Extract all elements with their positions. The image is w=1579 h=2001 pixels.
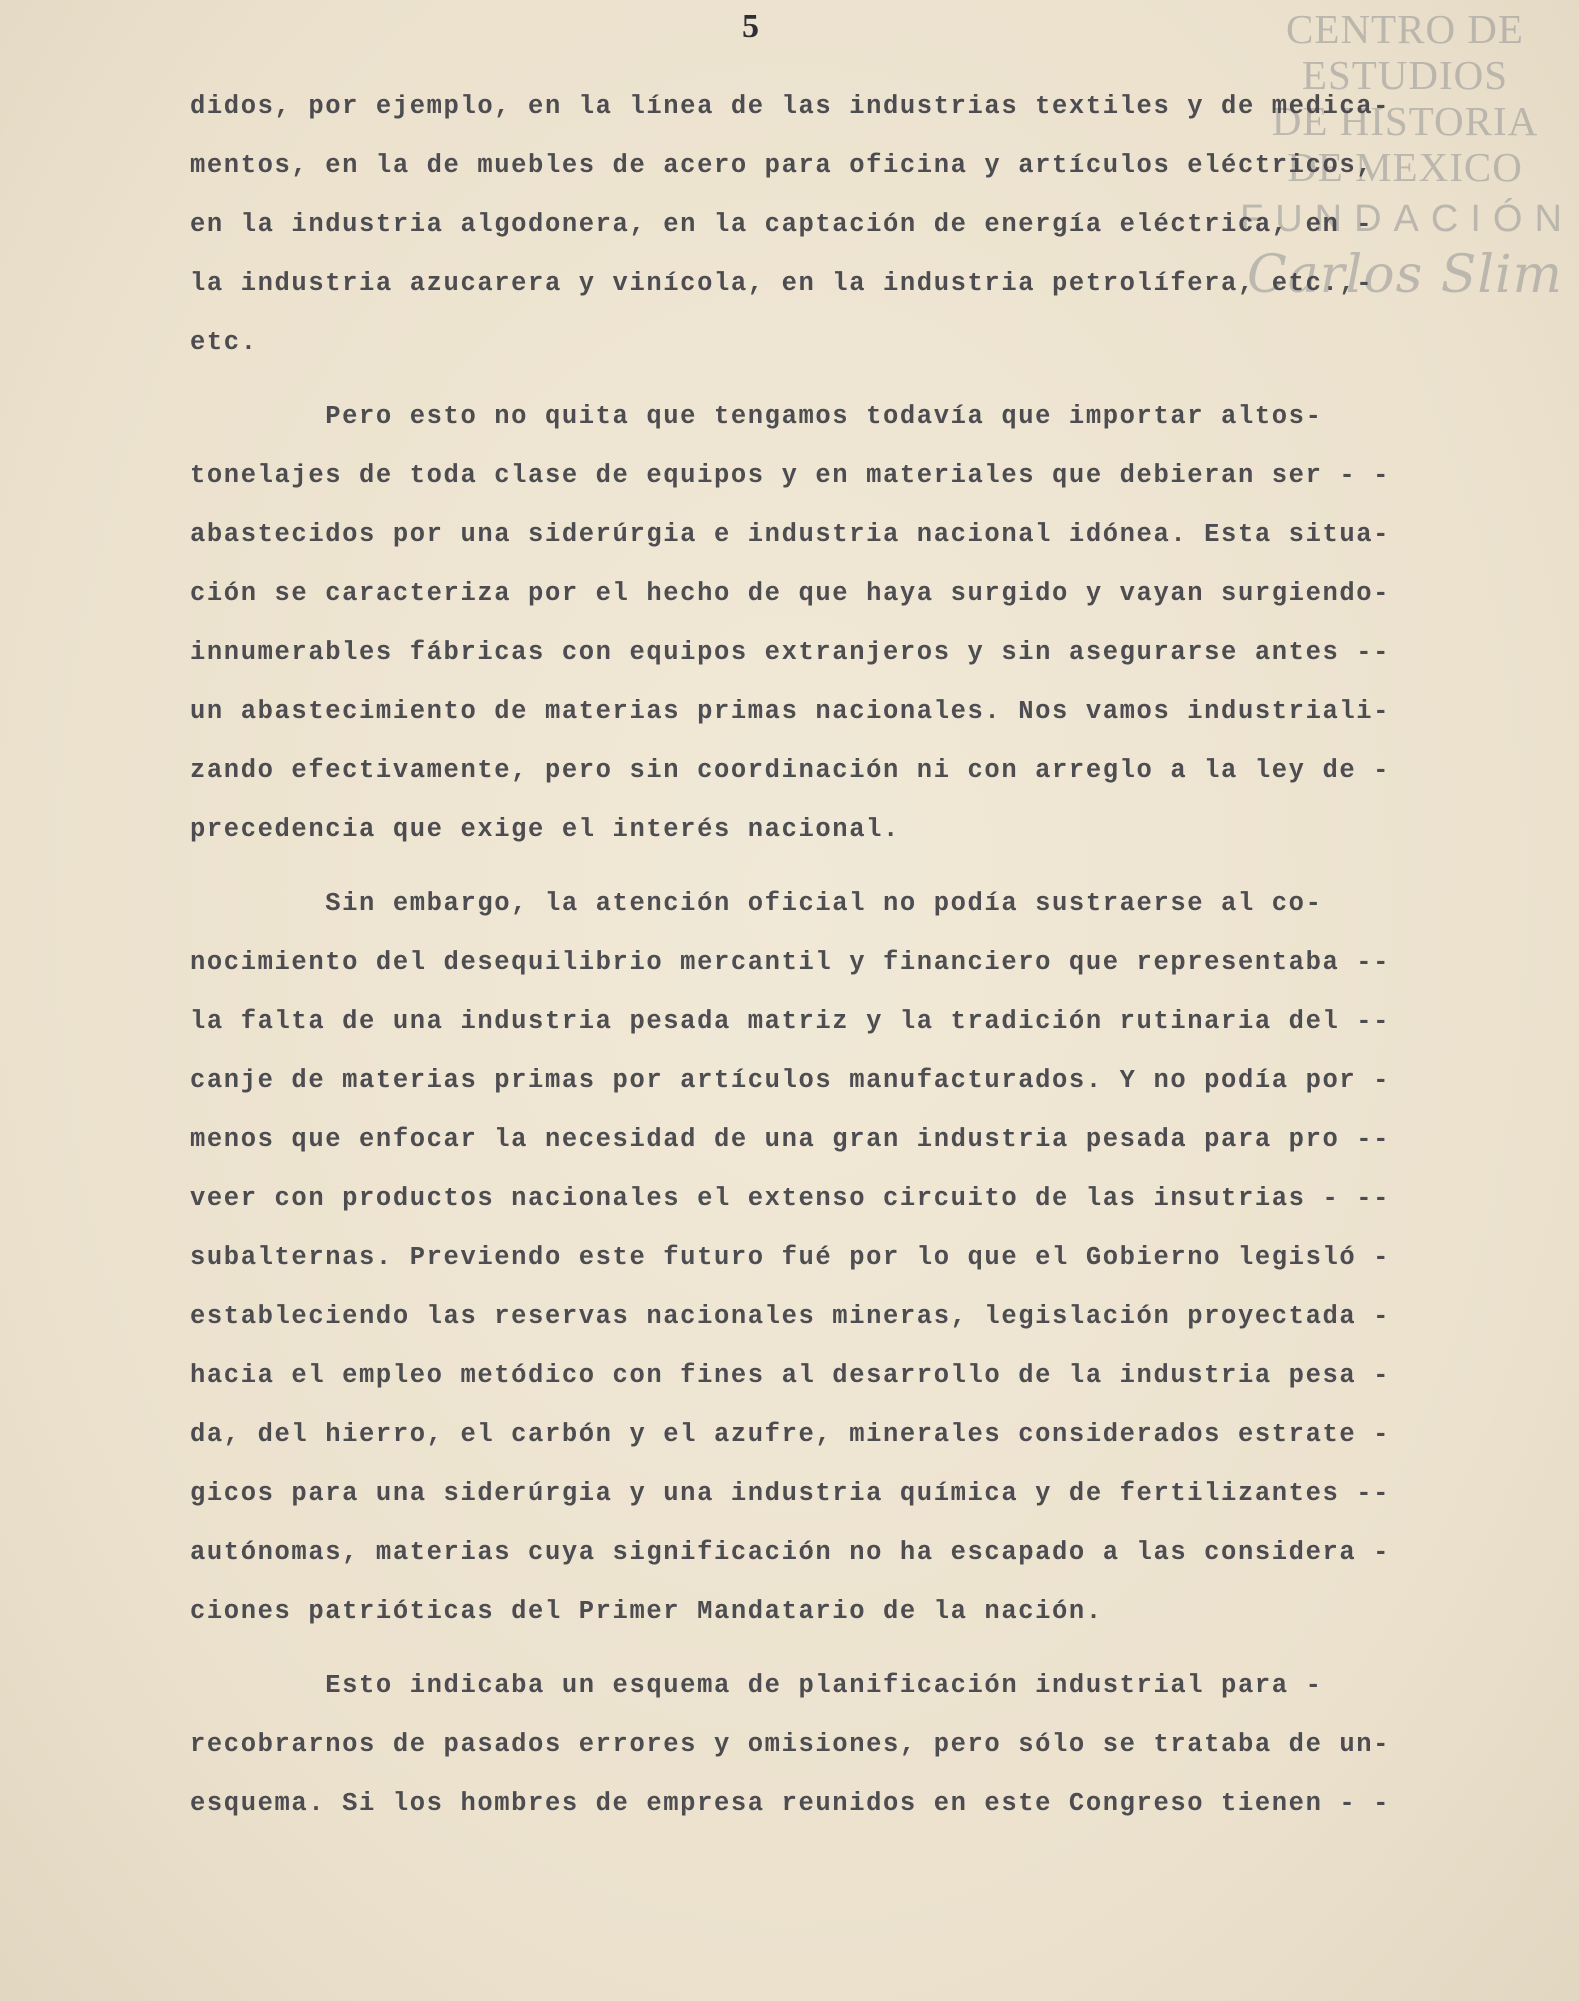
- text-line: la industria azucarera y vinícola, en la industria petrolífera, etc.,-: [190, 269, 1374, 298]
- text-line: un abastecimiento de materias primas nacionales. Nos vamos industriali-: [190, 697, 1391, 726]
- watermark-line: DE MEXICO: [1287, 144, 1523, 190]
- text-line: mentos, en la de muebles de acero para oficina y artículos eléctricos,: [190, 151, 1374, 180]
- watermark-line: ESTUDIOS: [1301, 52, 1509, 98]
- watermark-line: CENTRO DE: [1286, 6, 1524, 52]
- watermark-fundacion: FUNDACIÓN: [1240, 198, 1574, 240]
- text-line: esquema. Si los hombres de empresa reunidos en este Congreso tienen - -: [190, 1789, 1391, 1818]
- text-line: estableciendo las reservas nacionales mineras, legislación proyectada -: [190, 1302, 1391, 1331]
- text-line: precedencia que exige el interés nacional.: [190, 815, 900, 844]
- text-line: menos que enfocar la necesidad de una gran industria pesada para pro --: [190, 1125, 1391, 1154]
- text-line: Esto indicaba un esquema de planificación industrial para -: [190, 1671, 1323, 1700]
- text-line: abastecidos por una siderúrgia e industria nacional idónea. Esta situa-: [190, 520, 1391, 549]
- watermark-line: DE HISTORIA: [1271, 98, 1539, 144]
- text-line: veer con productos nacionales el extenso circuito de las insutrias - --: [190, 1184, 1391, 1213]
- text-line: hacia el empleo metódico con fines al desarrollo de la industria pesa -: [190, 1361, 1391, 1390]
- text-line: etc.: [190, 328, 258, 357]
- text-line: zando efectivamente, pero sin coordinación ni con arreglo a la ley de -: [190, 756, 1391, 785]
- text-line: ción se caracteriza por el hecho de que haya surgido y vayan surgiendo-: [190, 579, 1391, 608]
- text-line: da, del hierro, el carbón y el azufre, minerales considerados estrate -: [190, 1420, 1391, 1449]
- text-line: Sin embargo, la atención oficial no podía sustraerse al co-: [190, 889, 1323, 918]
- text-line: tonelajes de toda clase de equipos y en materiales que debieran ser - -: [190, 461, 1391, 490]
- page-number: 5: [742, 8, 759, 45]
- text-line: autónomas, materias cuya significación no ha escapado a las considera -: [190, 1538, 1391, 1567]
- text-line: nocimiento del desequilibrio mercantil y financiero que representaba --: [190, 948, 1391, 977]
- text-line: gicos para una siderúrgia y una industria química y de fertilizantes --: [190, 1479, 1391, 1508]
- text-line: innumerables fábricas con equipos extranjeros y sin asegurarse antes --: [190, 638, 1391, 667]
- text-line: la falta de una industria pesada matriz y la tradición rutinaria del --: [190, 1007, 1391, 1036]
- text-line: ciones patrióticas del Primer Mandatario de la nación.: [190, 1597, 1103, 1626]
- text-line: subalternas. Previendo este futuro fué por lo que el Gobierno legisló -: [190, 1243, 1391, 1272]
- text-line: didos, por ejemplo, en la línea de las industrias textiles y de medica-: [190, 92, 1391, 121]
- text-line: Pero esto no quita que tengamos todavía que importar altos-: [190, 402, 1323, 431]
- text-line: en la industria algodonera, en la captación de energía eléctrica, en -: [190, 210, 1374, 239]
- text-line: canje de materias primas por artículos manufacturados. Y no podía por -: [190, 1066, 1391, 1095]
- watermark-signature: Carlos Slim: [1247, 245, 1563, 305]
- text-line: recobrarnos de pasados errores y omisiones, pero sólo se trataba de un-: [190, 1730, 1391, 1759]
